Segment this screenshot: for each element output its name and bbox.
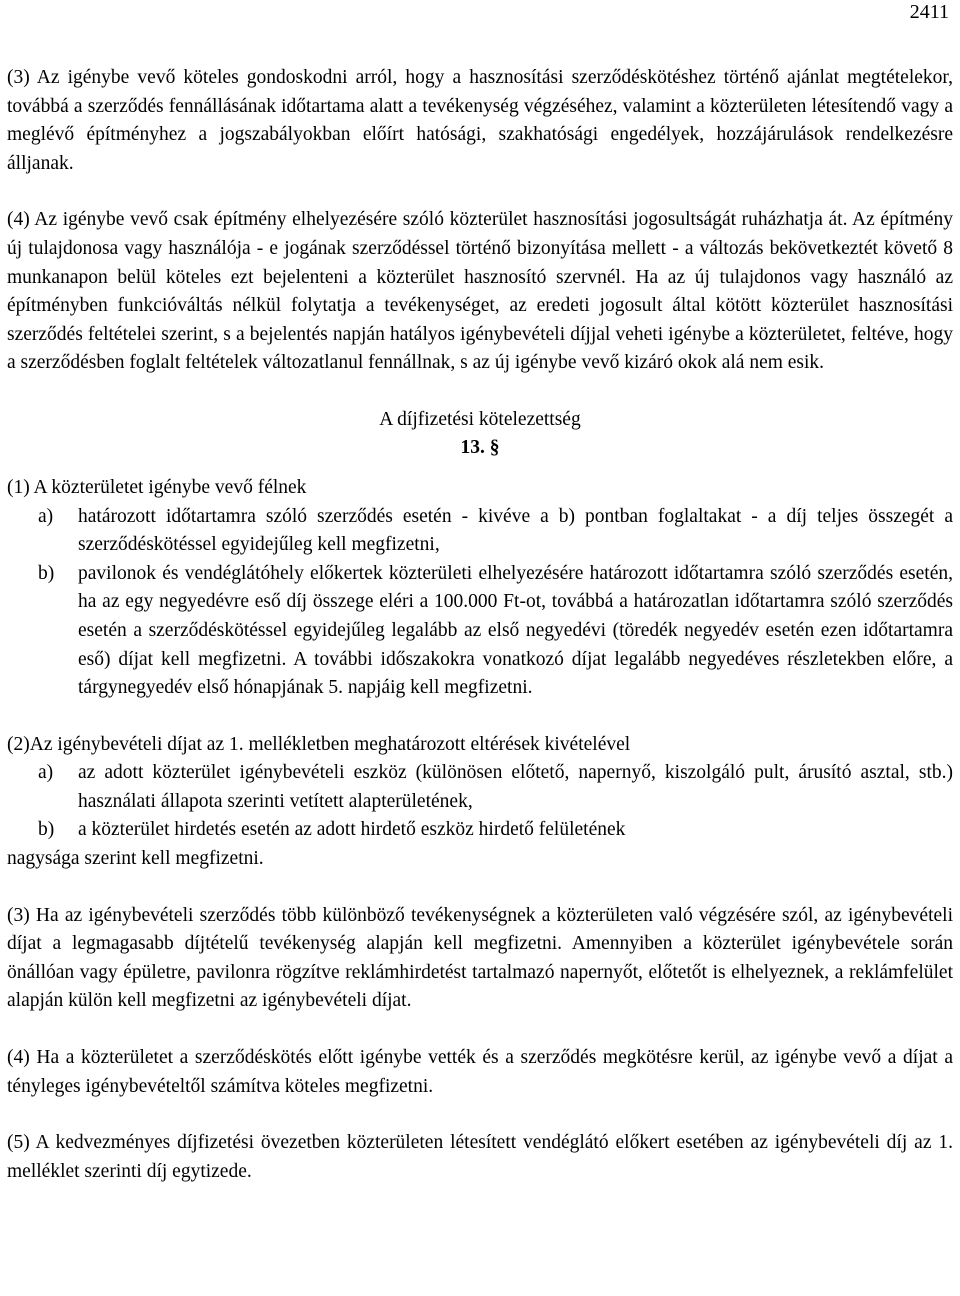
- s13-5: (5) A kedvezményes díjfizetési övezetben közterületen létesített vendéglátó előkert esetében az igénybevételi díj az 1. melléklet szerinti díj egytizede.: [7, 1132, 953, 1182]
- page-number: 2411: [909, 1, 949, 23]
- s13-2-tail: nagysága szerint kell megfizetni.: [7, 848, 264, 870]
- section-title: A díjfizetési kötelezettség: [379, 408, 581, 430]
- s13-4: (4) Ha a közterületet a szerződéskötés előtt igénybe vették és a szerződés megkötésre kerül, az igénybe vevő a díjat a tényleges igénybevételtől számítva köteles megfizetni.: [7, 1047, 953, 1097]
- s13-2-intro: (2)Az igénybevételi díjat az 1. mellékletben meghatározott eltérések kivételével: [7, 733, 631, 755]
- list-text: az adott közterület igénybevételi eszköz (különösen előtető, napernyő, kiszolgáló pult, árusító asztal, stb.) használati állapota szerinti vetített alapterületének,: [78, 762, 953, 812]
- list-item: [7, 816, 953, 845]
- list-item: [7, 560, 953, 703]
- section-number: 13. §: [460, 436, 500, 458]
- s13-1-intro: (1) A közterületet igénybe vevő félnek: [7, 476, 307, 498]
- list-text: a közterület hirdetés esetén az adott hirdető eszköz hirdető felületének: [78, 819, 626, 841]
- s13-3: (3) Ha az igénybevételi szerződés több különböző tevékenységnek a közterületen való végzésére szól, az igénybevételi díjat a legmagasabb díjtételű tevékenység alapján kell megfizetni. Amennyiben a közterület igénybevétele során önállóan vagy épületre, pavilonra rögzítve reklámhirdetést tartalmazó napernyőt, előtetőt is elhelyeznek, a reklámfelület alapján külön kell megfizetni az igénybevételi díjat.: [7, 904, 953, 1012]
- list-text: pavilonok és vendéglátóhely előkertek közterületi elhelyezésére határozott időtartamra szóló szerződés esetén, ha az egy negyedévre eső díj összege eléri a 100.000 Ft-ot, továbbá a határozatlan időtartamra szóló szerződés esetén a szerződéskötéssel egyidejűleg legalább az első negyedévi (töredék negyedév esetén ezen időtartamra eső) díjat kell megfizetni. A további időszakokra vonatkozó díjat legalább negyedéves részletekben előre, a tárgynegyedév első hónapjának 5. napjáig kell megfizetni.: [78, 562, 953, 699]
- list-text: határozott időtartamra szóló szerződés esetén - kivéve a b) pontban foglaltakat - a díj teljes összegét a szerződéskötéssel egyidejűleg kell megfizetni,: [78, 505, 953, 556]
- paragraph-4: (4) Az igénybe vevő csak építmény elhelyezésére szóló közterület hasznosítási jogosultságát ruházhatja át. Az építmény új tulajdonosa vagy használója - e jogának szerződéssel történő bizonyítása mellett - a változás bekövetkeztét követő 8 munkanapon belül köteles ezt bejelenteni a közterület hasznosító szervnél. Ha az új tulajdonos vagy használó az építményben funkcióváltás nélkül folytatja a tevékenységet, az eredeti jogosult által kötött közterület hasznosítási szerződés feltételei szerint, s a bejelentés napján hatályos igénybevételi díjjal veheti igénybe a közterületet, feltéve, hogy a szerződésben foglalt feltételek változatlanul fennállnak, s az új igénybe vevő kizáró okok alá nem esik.: [7, 209, 953, 374]
- paragraph-3: (3) Az igénybe vevő köteles gondoskodni arról, hogy a hasznosítási szerződéskötéshez történő ajánlat megtételekor, továbbá a szerződés fennállásának időtartama alatt a tevékenység végzéséhez, valamint a közterületen létesítendő vagy a meglévő építményhez a jogszabályokban előírt hatósági, szakhatósági engedélyek, hozzájárulások rendelkezésre álljanak.: [7, 67, 953, 174]
- list-marker: b): [38, 819, 55, 841]
- list-marker: a): [38, 762, 54, 784]
- list-marker: b): [38, 562, 55, 584]
- list-marker: a): [38, 505, 54, 527]
- list-item: [7, 503, 953, 560]
- list-item: [7, 759, 953, 816]
